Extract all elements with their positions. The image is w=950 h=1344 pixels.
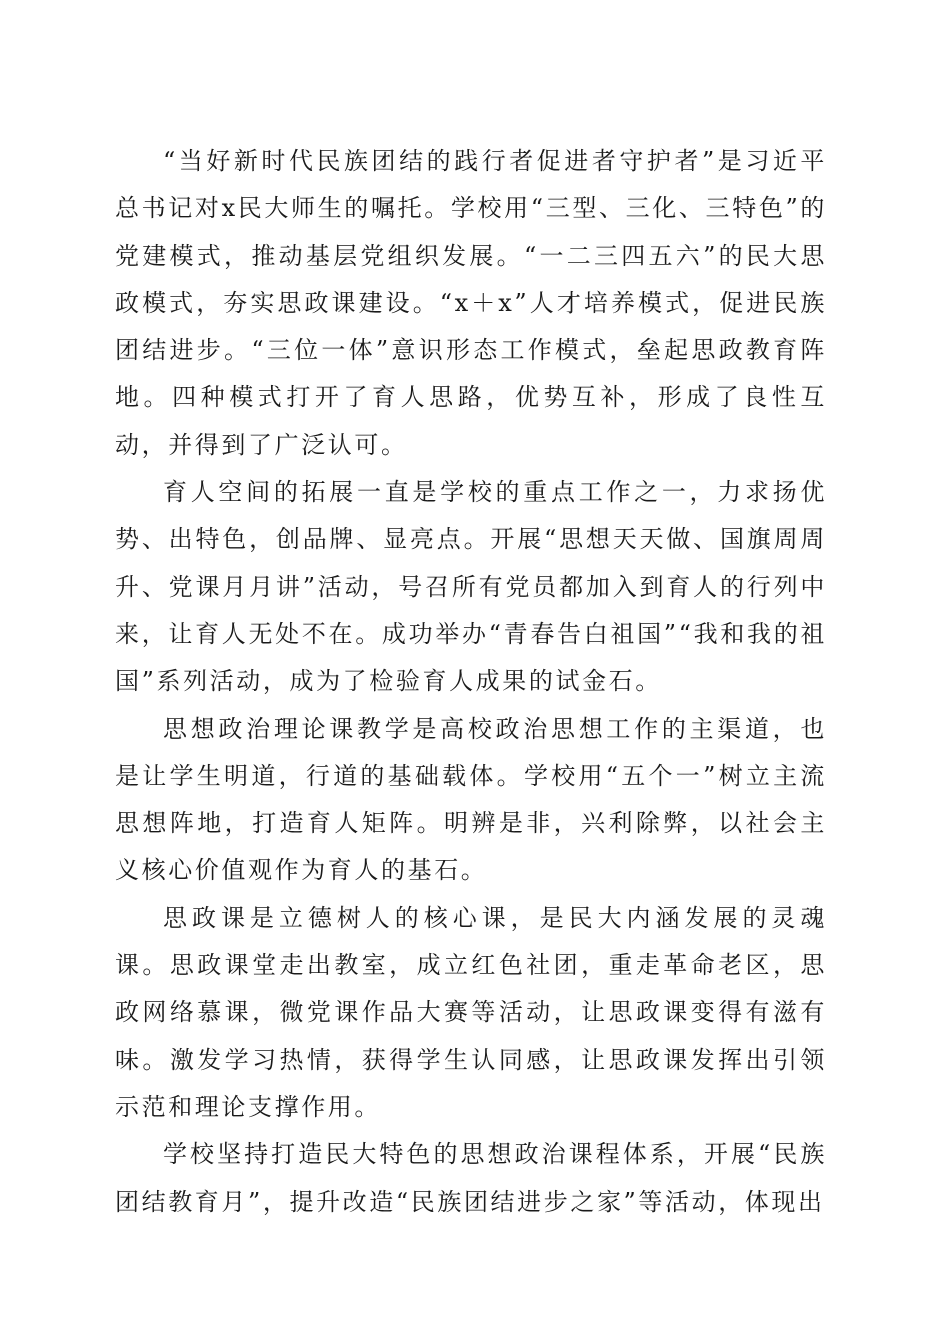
paragraph-4: 思政课是立德树人的核心课，是民大内涵发展的灵魂课。思政课堂走出教室，成立红色社团，重走革命老区，思政网络慕课，微党课作品大赛等活动，让思政课变得有滋有味。激发学习热情，获得学生认同感，让思政课发挥出引领示范和理论支撑作用。 — [115, 903, 827, 1121]
paragraph-1: “当好新时代民族团结的践行者促进者守护者”是习近平总书记对x民大师生的嘱托。学校用“三型、三化、三特色”的党建模式，推动基层党组织发展。“一二三四五六”的民大思政模式，夯实思政课建设。“x＋x”人才培养模式，促进民族团结进步。“三位一体”意识形态工作模式，垒起思政教育阵地。四种模式打开了育人思路，优势互补，形成了良性互动，并得到了广泛认可。 — [115, 147, 827, 459]
paragraph-3: 思想政治理论课教学是高校政治思想工作的主渠道，也是让学生明道，行道的基础载体。学校用“五个一”树立主流思想阵地，打造育人矩阵。明辨是非，兴利除弊，以社会主义核心价值观作为育人的基石。 — [115, 714, 827, 885]
paragraph-5: 学校坚持打造民大特色的思想政治课程体系，开展“民族团结教育月”，提升改造“民族团结进步之家”等活动，体现出 — [115, 1140, 827, 1216]
paragraph-2: 育人空间的拓展一直是学校的重点工作之一，力求扬优势、出特色，创品牌、显亮点。开展“思想天天做、国旗周周升、党课月月讲”活动，号召所有党员都加入到育人的行列中来，让育人无处不在。成功举办“青春告白祖国”“我和我的祖国”系列活动，成为了检验育人成果的试金石。 — [115, 478, 827, 696]
document-body — [115, 138, 827, 1226]
